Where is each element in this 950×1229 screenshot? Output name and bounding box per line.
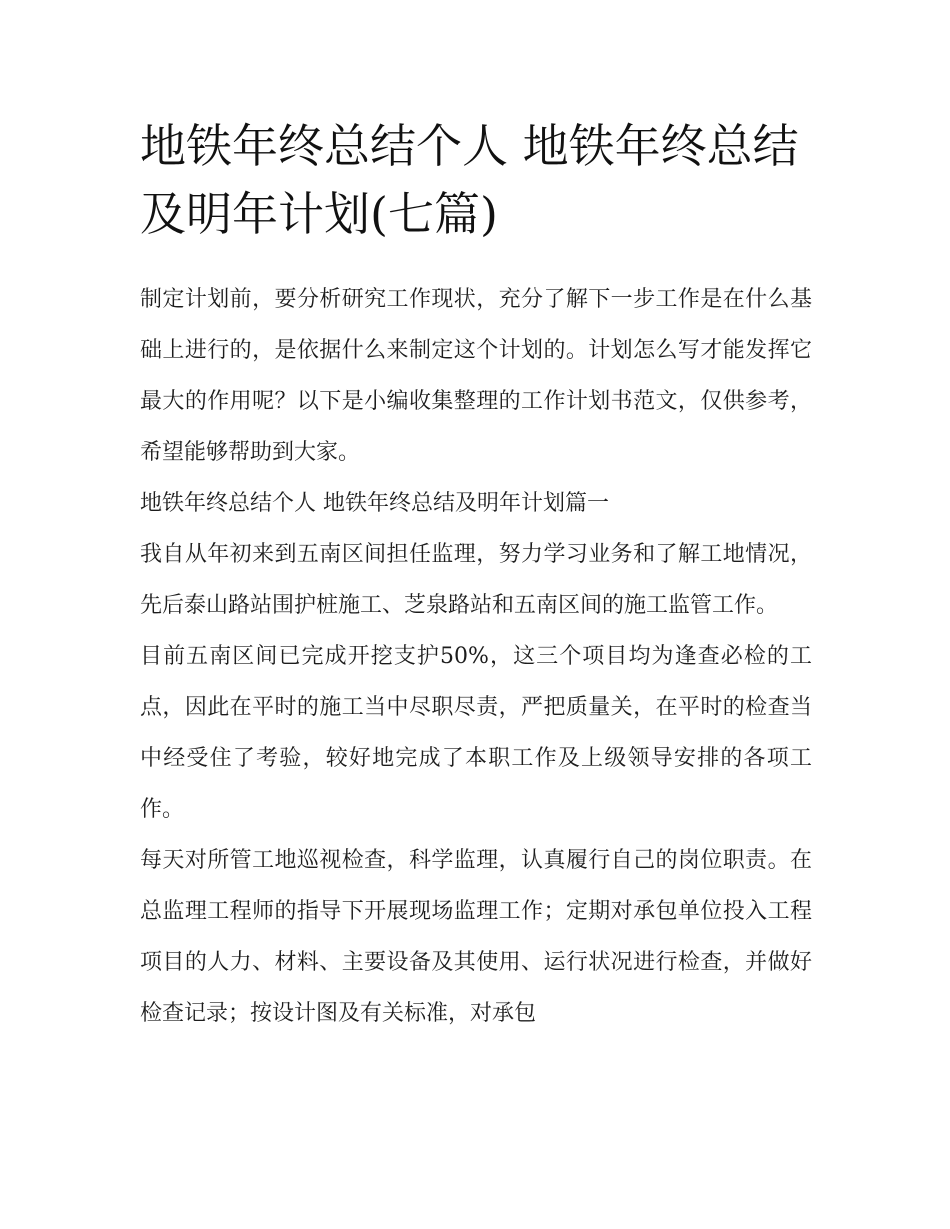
section-heading: 地铁年终总结个人 地铁年终总结及明年计划篇一 [140, 491, 609, 516]
document-body [140, 274, 812, 1039]
body-paragraph: 每天对所管工地巡视检查，科学监理，认真履行自己的岗位职责。在总监理工程师的指导下开展现场监理工作；定期对承包单位投入工程项目的人力、材料、主要设备及其使用、运行状况进行检查，并做好检查记录；按设计图及有关标准，对承包 [140, 848, 812, 1026]
intro-paragraph: 制定计划前，要分析研究工作现状，充分了解下一步工作是在什么基础上进行的，是依据什么来制定这个计划的。计划怎么写才能发挥它最大的作用呢？以下是小编收集整理的工作计划书范文，仅供参考，希望能够帮助到大家。 [140, 287, 812, 465]
document-title: 地铁年终总结个人 地铁年终总结及明年计划(七篇) [140, 119, 799, 241]
document-page [140, 112, 812, 1039]
body-paragraph: 目前五南区间已完成开挖支护50%，这三个项目均为逢查必检的工点，因此在平时的施工当中尽职尽责，严把质量关，在平时的检查当中经受住了考验，较好地完成了本职工作及上级领导安排的各项工作。 [140, 644, 812, 822]
body-paragraph: 我自从年初来到五南区间担任监理，努力学习业务和了解工地情况，先后泰山路站围护桩施工、芝泉路站和五南区间的施工监管工作。 [140, 542, 812, 618]
